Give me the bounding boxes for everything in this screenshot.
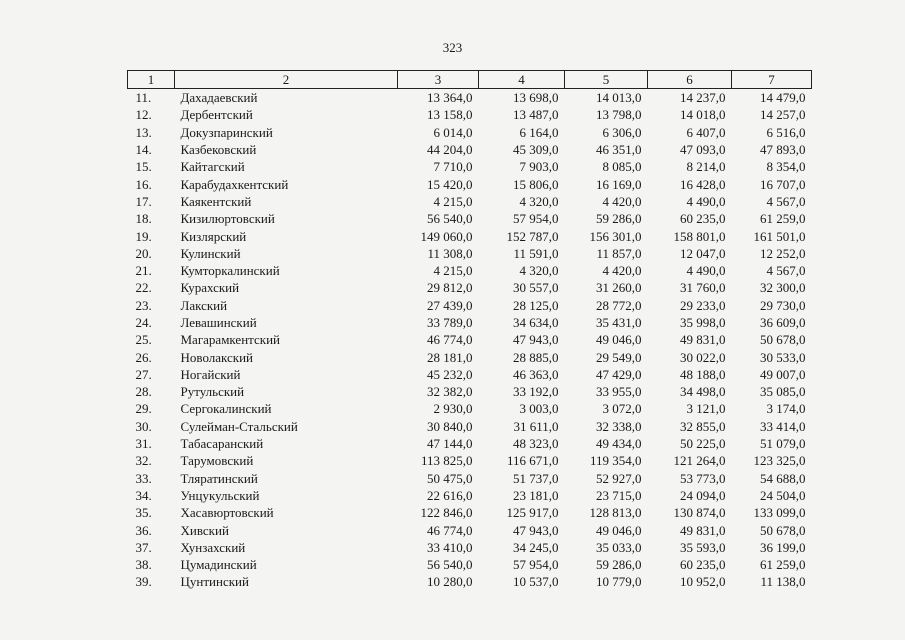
table-row [128, 210, 812, 227]
table-row [128, 452, 812, 469]
value-col-7: 50 678,0 [760, 332, 806, 348]
value-col-7: 14 257,0 [760, 107, 806, 123]
value-col-5: 4 420,0 [602, 263, 642, 279]
value-col-4: 7 903,0 [519, 159, 559, 175]
value-col-7: 3 174,0 [766, 401, 806, 417]
data-table [127, 70, 812, 591]
row-number: 15. [135, 159, 152, 175]
row-number: 39. [135, 574, 152, 590]
value-col-4: 46 363,0 [513, 366, 559, 382]
district-name: Казбековский [180, 142, 257, 158]
district-name: Сергокалинский [180, 401, 272, 417]
value-col-5: 59 286,0 [596, 557, 642, 573]
value-col-3: 29 812,0 [427, 280, 473, 296]
value-col-7: 16 707,0 [760, 176, 806, 192]
value-col-3: 4 215,0 [433, 193, 473, 209]
district-name: Кулинский [180, 245, 241, 261]
value-col-4: 31 611,0 [513, 418, 559, 434]
table-row [128, 470, 812, 487]
value-col-5: 13 798,0 [596, 107, 642, 123]
value-col-7: 6 516,0 [766, 124, 806, 140]
table-row [128, 297, 812, 314]
row-number: 23. [135, 297, 152, 313]
table-row [128, 106, 812, 123]
value-col-7: 51 079,0 [760, 436, 806, 452]
value-col-4: 51 737,0 [513, 470, 559, 486]
value-col-4: 10 537,0 [513, 574, 559, 590]
column-header: 5 [565, 71, 648, 89]
value-col-6: 16 428,0 [680, 176, 726, 192]
value-col-5: 6 306,0 [602, 124, 642, 140]
value-col-6: 158 801,0 [673, 228, 726, 244]
value-col-3: 27 439,0 [427, 297, 473, 313]
table-row [128, 348, 812, 365]
page-number: 323 [442, 40, 463, 55]
district-name: Тляратинский [180, 470, 258, 486]
value-col-4: 15 806,0 [513, 176, 559, 192]
value-col-4: 152 787,0 [506, 228, 559, 244]
value-col-3: 10 280,0 [427, 574, 473, 590]
table-row [128, 539, 812, 556]
value-col-6: 12 047,0 [680, 245, 726, 261]
value-col-3: 56 540,0 [427, 557, 473, 573]
value-col-3: 56 540,0 [427, 211, 473, 227]
value-col-6: 34 498,0 [680, 384, 726, 400]
value-col-7: 35 085,0 [760, 384, 806, 400]
table-row [128, 331, 812, 348]
value-col-3: 4 215,0 [433, 263, 473, 279]
value-col-5: 49 046,0 [596, 522, 642, 538]
table-row [128, 141, 812, 158]
value-col-7: 161 501,0 [753, 228, 806, 244]
row-number: 32. [135, 453, 152, 469]
value-col-4: 57 954,0 [513, 557, 559, 573]
row-number: 27. [135, 366, 152, 382]
table-row [128, 262, 812, 279]
value-col-6: 14 237,0 [680, 90, 726, 106]
table-row [128, 504, 812, 521]
value-col-3: 33 789,0 [427, 315, 473, 330]
district-name: Хунзахский [180, 539, 246, 555]
value-col-4: 11 591,0 [513, 245, 559, 261]
value-col-7: 30 533,0 [760, 349, 806, 365]
value-col-6: 29 233,0 [680, 297, 726, 313]
table-row [128, 366, 812, 383]
table-row [128, 245, 812, 262]
value-col-3: 13 364,0 [427, 90, 473, 106]
district-name: Кизлярский [180, 228, 247, 244]
value-col-5: 33 955,0 [596, 384, 642, 400]
row-number: 28. [135, 384, 152, 400]
table-row [128, 383, 812, 400]
value-col-6: 130 874,0 [673, 505, 726, 521]
table-row [128, 400, 812, 417]
value-col-7: 24 504,0 [760, 487, 806, 503]
value-col-5: 10 779,0 [596, 574, 642, 590]
district-name: Хивский [180, 522, 229, 538]
value-col-4: 13 487,0 [513, 107, 559, 123]
value-col-4: 125 917,0 [506, 505, 559, 521]
value-col-3: 149 060,0 [420, 228, 473, 244]
value-col-7: 8 354,0 [766, 159, 806, 175]
table-row [128, 175, 812, 192]
value-col-4: 34 634,0 [513, 315, 559, 330]
district-name: Лакский [180, 297, 228, 313]
value-col-4: 30 557,0 [513, 280, 559, 296]
value-col-3: 47 144,0 [427, 436, 473, 452]
column-header: 2 [175, 71, 398, 89]
district-name: Тарумовский [180, 453, 254, 469]
value-col-7: 29 730,0 [760, 297, 806, 313]
row-number: 14. [135, 142, 152, 158]
value-col-4: 6 164,0 [519, 124, 559, 140]
value-col-7: 36 609,0 [760, 315, 806, 330]
row-number: 13. [135, 124, 152, 140]
value-col-3: 30 840,0 [427, 418, 473, 434]
value-col-5: 52 927,0 [596, 470, 642, 486]
value-col-5: 119 354,0 [589, 453, 642, 469]
value-col-6: 10 952,0 [680, 574, 726, 590]
district-name: Кумторкалинский [180, 263, 280, 279]
table-header-row [128, 71, 812, 89]
column-header: 3 [398, 71, 479, 89]
value-col-4: 45 309,0 [513, 142, 559, 158]
value-col-7: 11 138,0 [760, 574, 806, 590]
value-col-6: 4 490,0 [686, 263, 726, 279]
table-row [128, 193, 812, 210]
district-name: Цунтинский [180, 574, 249, 590]
row-number: 20. [135, 245, 152, 261]
value-col-5: 47 429,0 [596, 366, 642, 382]
value-col-5: 14 013,0 [596, 90, 642, 106]
value-col-5: 23 715,0 [596, 487, 642, 503]
table-body [128, 89, 812, 591]
value-col-7: 32 300,0 [760, 280, 806, 296]
value-col-6: 35 593,0 [680, 539, 726, 555]
value-col-3: 46 774,0 [427, 332, 473, 348]
table-row [128, 521, 812, 538]
value-col-4: 28 125,0 [513, 297, 559, 313]
value-col-7: 133 099,0 [753, 505, 806, 521]
value-col-5: 4 420,0 [602, 193, 642, 209]
row-number: 18. [135, 211, 152, 227]
value-col-7: 14 479,0 [760, 90, 806, 106]
row-number: 36. [135, 522, 152, 538]
table-row [128, 89, 812, 107]
row-number: 12. [135, 107, 152, 123]
value-col-4: 23 181,0 [513, 487, 559, 503]
row-number: 34. [135, 487, 152, 503]
value-col-5: 35 431,0 [596, 315, 642, 330]
column-header: 4 [479, 71, 565, 89]
value-col-5: 16 169,0 [596, 176, 642, 192]
value-col-4: 116 671,0 [506, 453, 559, 469]
column-header: 6 [648, 71, 732, 89]
row-number: 29. [135, 401, 152, 417]
value-col-3: 113 825,0 [420, 453, 473, 469]
value-col-4: 47 943,0 [513, 332, 559, 348]
district-name: Ногайский [180, 366, 241, 382]
value-col-3: 22 616,0 [427, 487, 473, 503]
district-name: Кизилюртовский [180, 211, 275, 227]
district-name: Каякентский [180, 193, 252, 209]
value-col-6: 6 407,0 [686, 124, 726, 140]
row-number: 37. [135, 539, 152, 555]
value-col-6: 24 094,0 [680, 487, 726, 503]
district-name: Карабудахкентский [180, 176, 289, 192]
value-col-3: 13 158,0 [427, 107, 473, 123]
value-col-5: 29 549,0 [596, 349, 642, 365]
table-row [128, 556, 812, 573]
district-name: Табасаранский [180, 436, 264, 452]
value-col-6: 14 018,0 [680, 107, 726, 123]
value-col-4: 3 003,0 [519, 401, 559, 417]
value-col-4: 4 320,0 [519, 263, 559, 279]
value-col-5: 49 434,0 [596, 436, 642, 452]
value-col-5: 46 351,0 [596, 142, 642, 158]
table-row [128, 314, 812, 331]
table-row [128, 279, 812, 296]
value-col-6: 35 998,0 [680, 315, 726, 330]
value-col-5: 32 338,0 [596, 418, 642, 434]
value-col-6: 53 773,0 [680, 470, 726, 486]
row-number: 38. [135, 557, 152, 573]
column-header: 1 [128, 71, 175, 89]
row-number: 25. [135, 332, 152, 348]
value-col-4: 47 943,0 [513, 522, 559, 538]
value-col-7: 36 199,0 [760, 539, 806, 555]
value-col-6: 60 235,0 [680, 211, 726, 227]
value-col-3: 7 710,0 [433, 159, 473, 175]
value-col-4: 28 885,0 [513, 349, 559, 365]
district-name: Курахский [180, 280, 240, 296]
district-name: Дербентский [180, 107, 253, 123]
value-col-3: 45 232,0 [427, 366, 473, 382]
value-col-6: 3 121,0 [686, 401, 726, 417]
value-col-5: 49 046,0 [596, 332, 642, 348]
value-col-6: 60 235,0 [680, 557, 726, 573]
district-name: Цумадинский [180, 557, 257, 573]
value-col-3: 28 181,0 [427, 349, 473, 365]
value-col-6: 121 264,0 [673, 453, 726, 469]
row-number: 11. [135, 90, 152, 106]
value-col-5: 35 033,0 [596, 539, 642, 555]
table-row [128, 124, 812, 141]
value-col-7: 33 414,0 [760, 418, 806, 434]
table-row [128, 435, 812, 452]
row-number: 30. [135, 418, 152, 434]
value-col-4: 57 954,0 [513, 211, 559, 227]
value-col-6: 32 855,0 [680, 418, 726, 434]
value-col-5: 31 260,0 [596, 280, 642, 296]
value-col-6: 48 188,0 [680, 366, 726, 382]
value-col-3: 44 204,0 [427, 142, 473, 158]
value-col-3: 32 382,0 [427, 384, 473, 400]
value-col-5: 8 085,0 [602, 159, 642, 175]
value-col-4: 48 323,0 [513, 436, 559, 452]
district-name: Унцукульский [180, 487, 260, 503]
value-col-3: 6 014,0 [433, 124, 473, 140]
value-col-6: 47 093,0 [680, 142, 726, 158]
row-number: 31. [135, 436, 152, 452]
district-name: Хасавюртовский [180, 505, 274, 521]
value-col-7: 54 688,0 [760, 470, 806, 486]
district-name: Докузпаринский [180, 124, 273, 140]
row-number: 22. [135, 280, 152, 296]
value-col-7: 49 007,0 [760, 366, 806, 382]
district-name: Магарамкентский [180, 332, 280, 348]
value-col-7: 50 678,0 [760, 522, 806, 538]
row-number: 26. [135, 349, 152, 365]
value-col-5: 128 813,0 [589, 505, 642, 521]
value-col-5: 28 772,0 [596, 297, 642, 313]
value-col-3: 11 308,0 [427, 245, 473, 261]
value-col-3: 122 846,0 [420, 505, 473, 521]
value-col-5: 3 072,0 [602, 401, 642, 417]
value-col-6: 8 214,0 [686, 159, 726, 175]
column-header: 7 [732, 71, 812, 89]
row-number: 33. [135, 470, 152, 486]
district-name: Дахадаевский [180, 90, 258, 106]
table-row [128, 418, 812, 435]
district-name: Рутульский [180, 384, 245, 400]
table-row [128, 487, 812, 504]
value-col-3: 50 475,0 [427, 470, 473, 486]
value-col-7: 61 259,0 [760, 211, 806, 227]
value-col-5: 59 286,0 [596, 211, 642, 227]
table-row [128, 158, 812, 175]
row-number: 17. [135, 193, 152, 209]
value-col-6: 50 225,0 [680, 436, 726, 452]
row-number: 21. [135, 263, 152, 279]
value-col-6: 49 831,0 [680, 332, 726, 348]
value-col-3: 33 410,0 [427, 539, 473, 555]
district-name: Кайтагский [180, 159, 245, 175]
value-col-7: 61 259,0 [760, 557, 806, 573]
row-number: 24. [135, 315, 152, 330]
value-col-7: 123 325,0 [753, 453, 806, 469]
value-col-3: 15 420,0 [427, 176, 473, 192]
row-number: 19. [135, 228, 152, 244]
row-number: 35. [135, 505, 152, 521]
value-col-5: 11 857,0 [596, 245, 642, 261]
value-col-5: 156 301,0 [589, 228, 642, 244]
district-name: Новолакский [180, 349, 254, 365]
value-col-7: 47 893,0 [760, 142, 806, 158]
table-row [128, 227, 812, 244]
value-col-6: 31 760,0 [680, 280, 726, 296]
value-col-4: 34 245,0 [513, 539, 559, 555]
value-col-6: 4 490,0 [686, 193, 726, 209]
value-col-4: 33 192,0 [513, 384, 559, 400]
value-col-7: 4 567,0 [766, 193, 806, 209]
row-number: 16. [135, 176, 152, 192]
district-name: Левашинский [180, 315, 257, 330]
value-col-6: 30 022,0 [680, 349, 726, 365]
value-col-7: 12 252,0 [760, 245, 806, 261]
table-row [128, 573, 812, 590]
value-col-4: 13 698,0 [513, 90, 559, 106]
value-col-4: 4 320,0 [519, 193, 559, 209]
district-name: Сулейман-Стальский [180, 418, 298, 434]
value-col-6: 49 831,0 [680, 522, 726, 538]
value-col-3: 2 930,0 [433, 401, 473, 417]
value-col-3: 46 774,0 [427, 522, 473, 538]
value-col-7: 4 567,0 [766, 263, 806, 279]
